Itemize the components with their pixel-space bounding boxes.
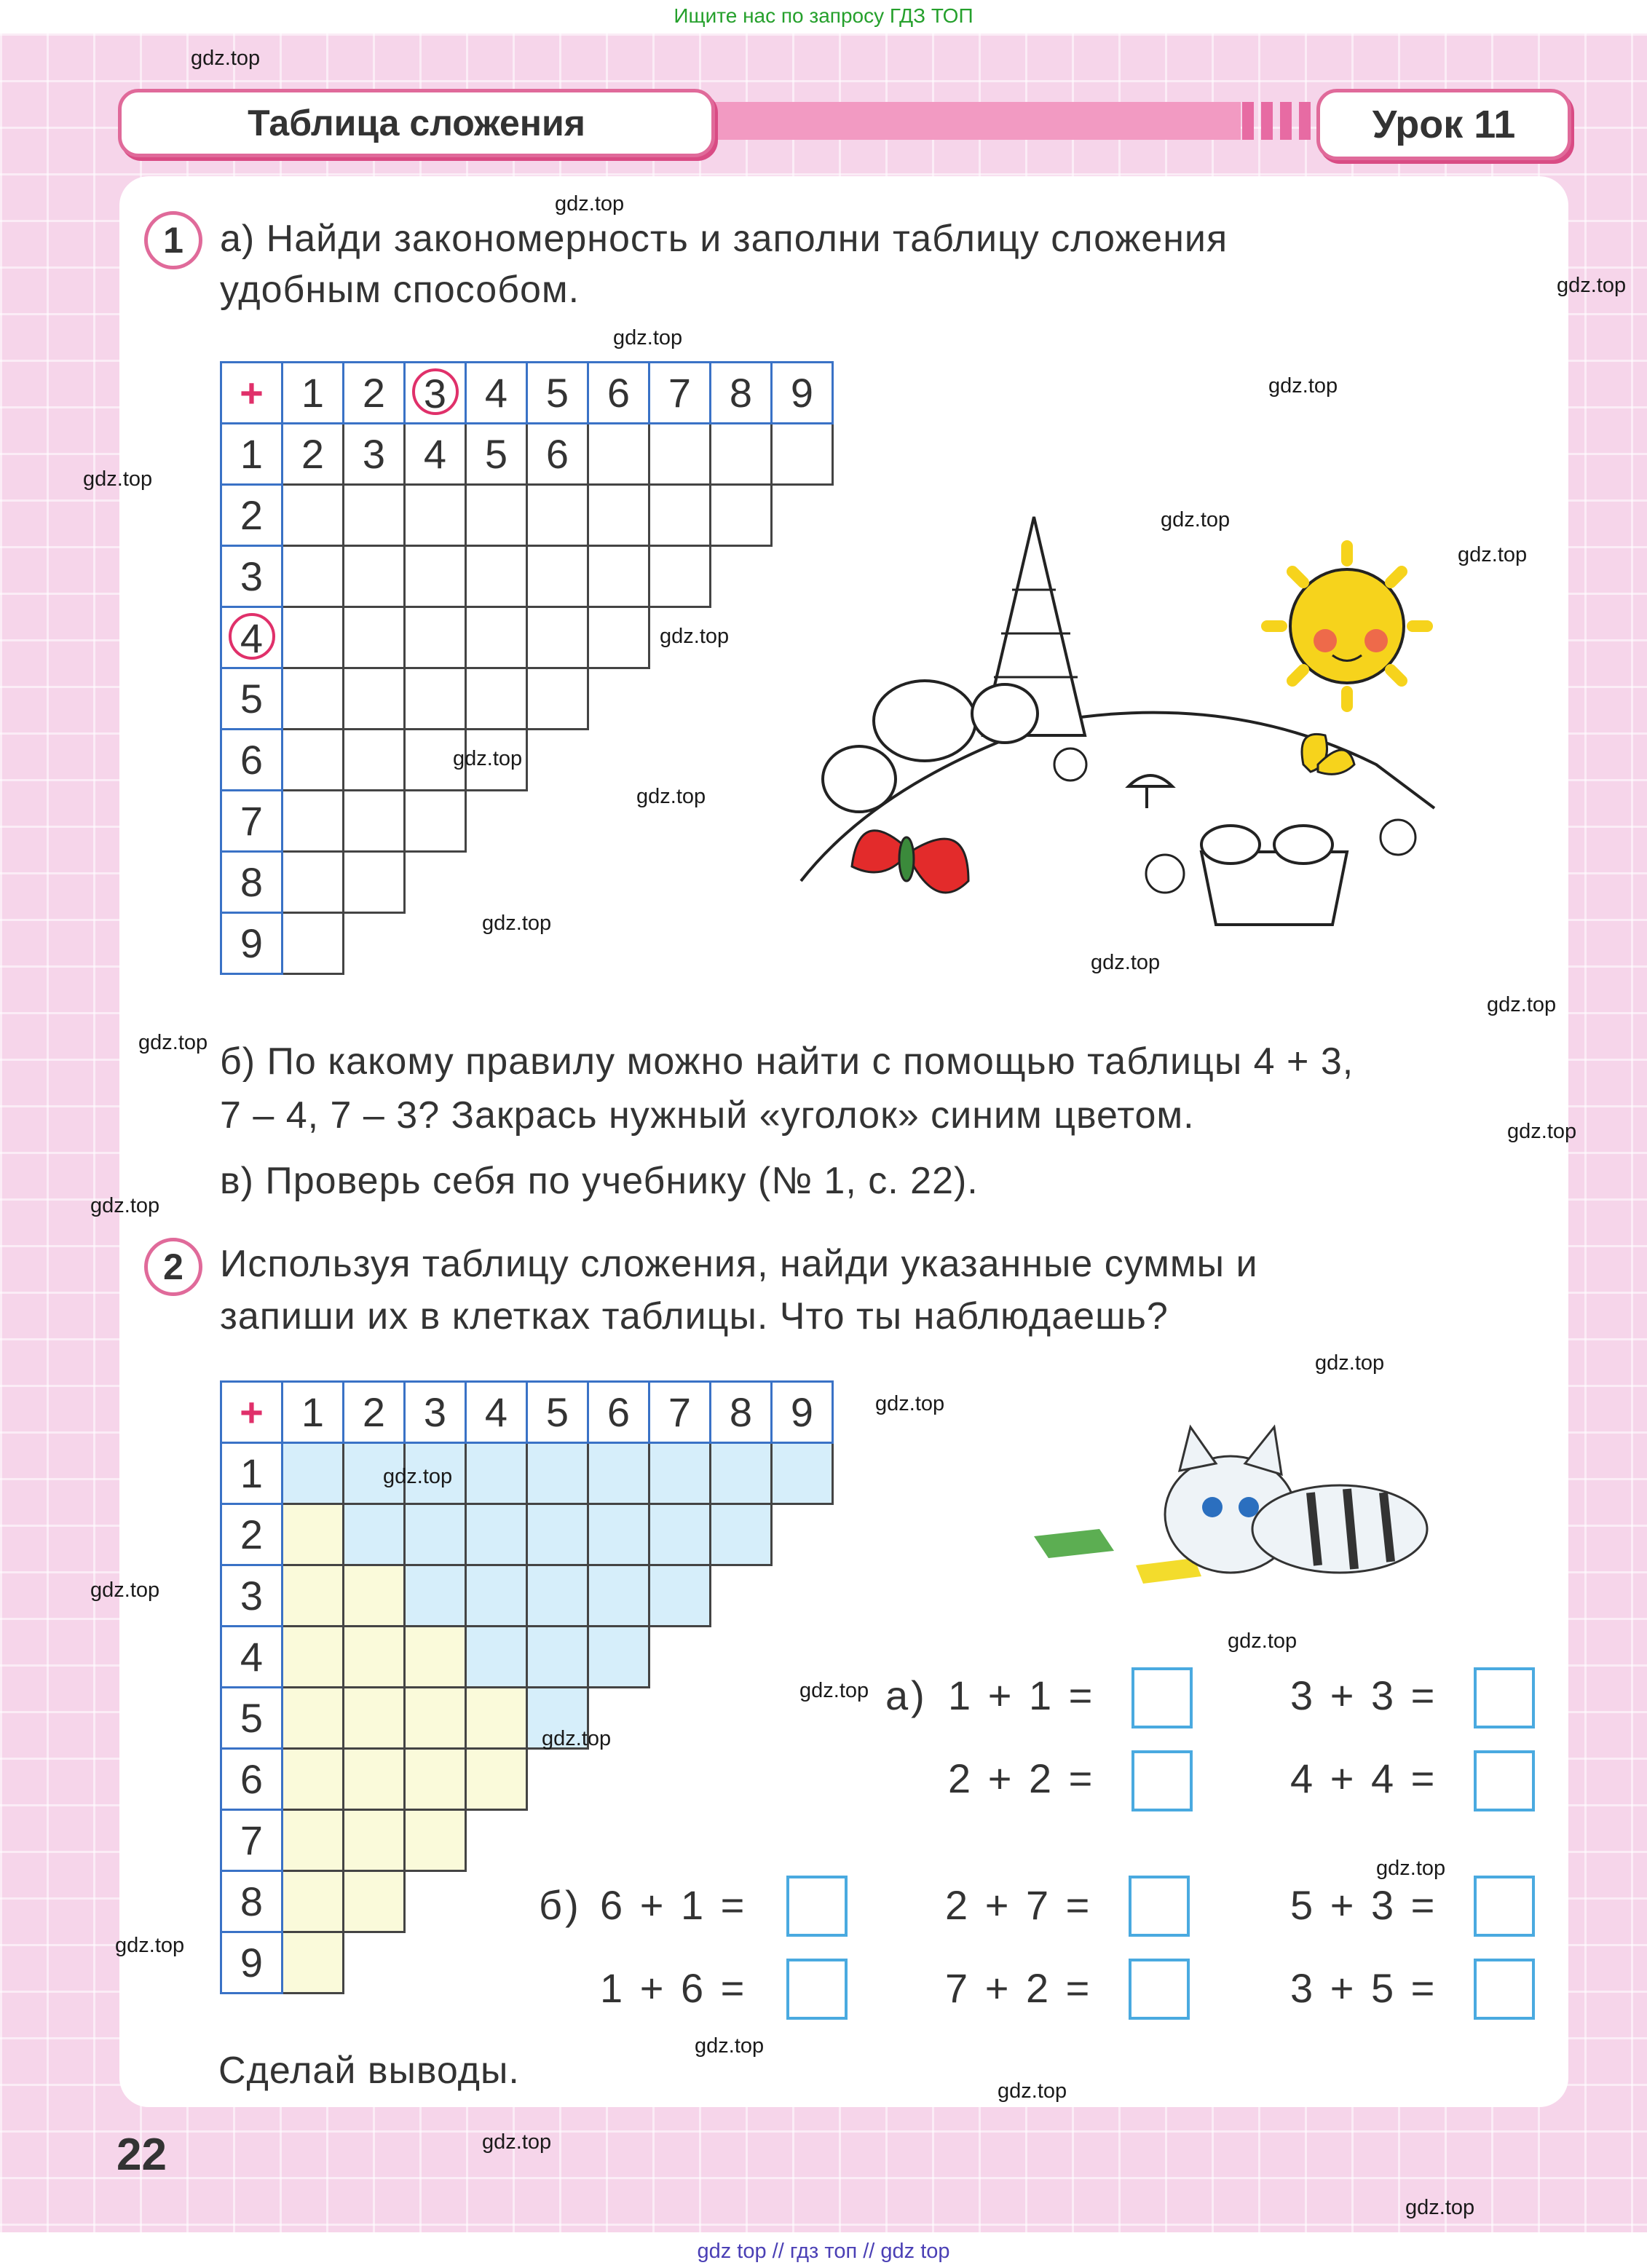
column-header: 3 bbox=[405, 1382, 466, 1443]
empty-space bbox=[711, 1627, 772, 1688]
watermark: gdz.top bbox=[1161, 508, 1231, 532]
empty-space bbox=[405, 1932, 466, 1994]
equation: 1 + 1 = bbox=[948, 1672, 1096, 1718]
empty-space bbox=[649, 913, 711, 974]
watermark: gdz.top bbox=[998, 2079, 1067, 2103]
table-cell[interactable] bbox=[527, 1565, 588, 1627]
table-cell[interactable] bbox=[283, 791, 344, 852]
empty-space bbox=[466, 791, 527, 852]
table-cell[interactable] bbox=[344, 485, 405, 546]
empty-space bbox=[588, 668, 649, 730]
empty-space bbox=[405, 1871, 466, 1932]
table-corner: + bbox=[221, 1382, 283, 1443]
table-cell[interactable] bbox=[466, 1749, 527, 1810]
table-cell[interactable] bbox=[649, 546, 711, 607]
answer-box[interactable] bbox=[1474, 1959, 1535, 2020]
watermark: gdz.top bbox=[875, 1392, 945, 1415]
forest-scene-illustration bbox=[794, 502, 1449, 968]
task2-line1: Используя таблицу сложения, найди указанные суммы и bbox=[220, 1243, 1258, 1285]
column-header: 6 bbox=[588, 1382, 649, 1443]
mushroom-icon bbox=[1129, 775, 1172, 808]
sun-icon bbox=[1267, 546, 1427, 706]
table-cell[interactable] bbox=[283, 1504, 344, 1565]
watermark: gdz.top bbox=[383, 1465, 453, 1488]
column-header: 7 bbox=[649, 363, 711, 424]
row-header: 7 bbox=[221, 791, 283, 852]
table-cell[interactable] bbox=[466, 1565, 527, 1627]
empty-space bbox=[711, 1810, 772, 1871]
empty-space bbox=[649, 1627, 711, 1688]
table-cell[interactable] bbox=[344, 852, 405, 913]
answer-box[interactable] bbox=[1129, 1959, 1190, 2020]
column-header: 1 bbox=[283, 363, 344, 424]
answer-box[interactable] bbox=[1131, 1750, 1193, 1811]
table-cell[interactable] bbox=[588, 546, 649, 607]
watermark: gdz.top bbox=[613, 326, 683, 349]
table-cell[interactable] bbox=[283, 485, 344, 546]
table-cell[interactable] bbox=[588, 1504, 649, 1565]
empty-space bbox=[344, 1932, 405, 1994]
table-cell[interactable] bbox=[344, 791, 405, 852]
watermark: gdz.top bbox=[115, 1934, 185, 1957]
table-cell[interactable] bbox=[711, 1504, 772, 1565]
empty-space bbox=[588, 1810, 649, 1871]
table-cell[interactable] bbox=[466, 1504, 527, 1565]
table-cell[interactable] bbox=[527, 485, 588, 546]
watermark: gdz.top bbox=[1376, 1857, 1446, 1880]
table-cell[interactable] bbox=[772, 1443, 833, 1504]
watermark: gdz.top bbox=[453, 747, 523, 770]
table-cell[interactable] bbox=[344, 668, 405, 730]
column-header: 8 bbox=[711, 363, 772, 424]
table-cell[interactable] bbox=[405, 607, 466, 668]
lesson-label: Урок 11 bbox=[1316, 89, 1571, 160]
row-header: 7 bbox=[221, 1810, 283, 1871]
empty-space bbox=[711, 1749, 772, 1810]
table-cell[interactable] bbox=[588, 1443, 649, 1504]
answer-box[interactable] bbox=[1129, 1876, 1190, 1937]
table-cell[interactable] bbox=[466, 546, 527, 607]
table-cell[interactable] bbox=[344, 546, 405, 607]
watermark: gdz.top bbox=[660, 625, 730, 648]
row-header: 9 bbox=[221, 913, 283, 974]
column-header: 6 bbox=[588, 363, 649, 424]
task2-b-label: б) bbox=[539, 1882, 582, 1928]
watermark: gdz.top bbox=[555, 192, 625, 216]
table-cell[interactable]: 5 bbox=[466, 424, 527, 485]
empty-space bbox=[466, 1810, 527, 1871]
table-cell[interactable] bbox=[527, 1443, 588, 1504]
answer-box[interactable] bbox=[1474, 1876, 1535, 1937]
table-cell[interactable] bbox=[405, 1565, 466, 1627]
column-header: 9 bbox=[772, 363, 833, 424]
table-cell[interactable] bbox=[711, 424, 772, 485]
table-cell[interactable]: 4 bbox=[405, 424, 466, 485]
row-header: 1 bbox=[221, 424, 283, 485]
table-cell[interactable] bbox=[588, 424, 649, 485]
empty-space bbox=[772, 1504, 833, 1565]
table-cell[interactable]: 6 bbox=[527, 424, 588, 485]
table-cell[interactable] bbox=[283, 1443, 344, 1504]
table-cell[interactable] bbox=[405, 668, 466, 730]
equation: 5 + 3 = bbox=[1290, 1882, 1438, 1928]
column-header: 9 bbox=[772, 1382, 833, 1443]
row-header: 3 bbox=[221, 1565, 283, 1627]
table-cell[interactable] bbox=[588, 485, 649, 546]
table-cell[interactable] bbox=[283, 607, 344, 668]
watermark: gdz.top bbox=[1458, 543, 1528, 566]
table-cell[interactable] bbox=[466, 1627, 527, 1688]
empty-space bbox=[711, 791, 772, 852]
butterfly-red-icon bbox=[852, 831, 968, 893]
row-header: 4 bbox=[221, 1627, 283, 1688]
table-cell[interactable] bbox=[344, 1688, 405, 1749]
table-cell[interactable] bbox=[405, 1688, 466, 1749]
answer-box[interactable] bbox=[1474, 1667, 1535, 1728]
table-cell[interactable] bbox=[283, 1871, 344, 1932]
task1-a-line2: удобным способом. bbox=[220, 269, 580, 311]
table-cell[interactable] bbox=[405, 1627, 466, 1688]
watermark: gdz.top bbox=[482, 912, 552, 935]
watermark: gdz.top bbox=[1228, 1629, 1298, 1653]
table-cell[interactable] bbox=[711, 485, 772, 546]
empty-space bbox=[527, 852, 588, 913]
table-cell[interactable] bbox=[649, 1443, 711, 1504]
empty-space bbox=[711, 1565, 772, 1627]
empty-space bbox=[772, 1749, 833, 1810]
table-cell[interactable] bbox=[283, 730, 344, 791]
table-cell[interactable] bbox=[283, 1932, 344, 1994]
page-number: 22 bbox=[116, 2130, 167, 2180]
empty-space bbox=[527, 791, 588, 852]
table-cell[interactable] bbox=[466, 607, 527, 668]
row-header: 1 bbox=[221, 1443, 283, 1504]
table-cell[interactable] bbox=[283, 1627, 344, 1688]
empty-space bbox=[649, 1810, 711, 1871]
table-cell[interactable] bbox=[649, 1504, 711, 1565]
table-cell[interactable] bbox=[405, 791, 466, 852]
table-cell[interactable] bbox=[588, 607, 649, 668]
table-cell[interactable] bbox=[283, 852, 344, 913]
table-cell[interactable] bbox=[405, 1810, 466, 1871]
kitten-illustration bbox=[1034, 1412, 1442, 1602]
empty-space bbox=[772, 1565, 833, 1627]
empty-space bbox=[527, 1749, 588, 1810]
watermark: gdz.top bbox=[482, 2130, 552, 2154]
empty-space bbox=[588, 852, 649, 913]
watermark: gdz.top bbox=[1557, 274, 1627, 297]
table-cell[interactable] bbox=[283, 1810, 344, 1871]
watermark: gdz.top bbox=[1487, 993, 1557, 1016]
table-cell[interactable] bbox=[344, 1749, 405, 1810]
table-cell[interactable] bbox=[466, 485, 527, 546]
table-cell[interactable] bbox=[405, 1504, 466, 1565]
empty-space bbox=[466, 852, 527, 913]
empty-space bbox=[466, 1932, 527, 1994]
row-header: 3 bbox=[221, 546, 283, 607]
task2-line2: запиши их в клетках таблицы. Что ты наблюдаешь? bbox=[220, 1295, 1169, 1338]
task1-number: 1 bbox=[144, 211, 202, 269]
table-cell[interactable] bbox=[283, 1565, 344, 1627]
task1-b-line1: б) По какому правилу можно найти с помощью таблицы 4 + 3, bbox=[220, 1040, 1354, 1083]
empty-space bbox=[649, 668, 711, 730]
header-stripe bbox=[711, 102, 1241, 140]
table-cell[interactable] bbox=[283, 546, 344, 607]
table-cell[interactable] bbox=[344, 730, 405, 791]
row-header: 8 bbox=[221, 1871, 283, 1932]
empty-space bbox=[588, 913, 649, 974]
table-cell[interactable]: 2 bbox=[283, 424, 344, 485]
task1-b-line2: 7 – 4, 7 – 3? Закрась нужный «уголок» синим цветом. bbox=[220, 1094, 1195, 1137]
empty-space bbox=[466, 1871, 527, 1932]
table-cell[interactable] bbox=[344, 1627, 405, 1688]
column-header: 4 bbox=[466, 1382, 527, 1443]
watermark: gdz.top bbox=[90, 1194, 160, 1217]
row-header: 5 bbox=[221, 668, 283, 730]
equation: 2 + 7 = bbox=[945, 1882, 1093, 1928]
watermark: gdz.top bbox=[1091, 951, 1161, 974]
equation: 3 + 5 = bbox=[1290, 1965, 1438, 2011]
column-header: 8 bbox=[711, 1382, 772, 1443]
column-header: 5 bbox=[527, 363, 588, 424]
empty-space bbox=[649, 1749, 711, 1810]
bottom-banner[interactable]: gdz top // гдз топ // gdz top bbox=[697, 2240, 950, 2263]
table-cell[interactable] bbox=[466, 1443, 527, 1504]
table-cell[interactable] bbox=[283, 1688, 344, 1749]
watermark: gdz.top bbox=[90, 1578, 160, 1602]
empty-space bbox=[711, 546, 772, 607]
table-cell[interactable] bbox=[588, 1565, 649, 1627]
task2-a-label: а) bbox=[885, 1672, 928, 1718]
row-header: 6 bbox=[221, 730, 283, 791]
table-cell[interactable] bbox=[344, 1810, 405, 1871]
empty-space bbox=[649, 1688, 711, 1749]
empty-space bbox=[649, 730, 711, 791]
conclusion-text: Сделай выводы. bbox=[218, 2050, 520, 2092]
empty-space bbox=[588, 730, 649, 791]
watermark: gdz.top bbox=[695, 2034, 765, 2058]
equation: 2 + 2 = bbox=[948, 1755, 1096, 1801]
task1-v-line: в) Проверь себя по учебнику (№ 1, с. 22). bbox=[220, 1160, 979, 1202]
empty-space bbox=[711, 668, 772, 730]
empty-space bbox=[405, 913, 466, 974]
watermark: gdz.top bbox=[83, 467, 153, 491]
table-cell[interactable] bbox=[405, 546, 466, 607]
table-cell[interactable] bbox=[466, 1688, 527, 1749]
table-cell[interactable] bbox=[649, 424, 711, 485]
row-header: 2 bbox=[221, 1504, 283, 1565]
answer-box[interactable] bbox=[786, 1959, 848, 2020]
table-cell[interactable] bbox=[527, 607, 588, 668]
empty-space bbox=[711, 730, 772, 791]
row-header: 9 bbox=[221, 1932, 283, 1994]
table-cell[interactable] bbox=[711, 1443, 772, 1504]
row-header: 4 bbox=[221, 607, 283, 668]
table-cell[interactable] bbox=[283, 913, 344, 974]
column-header: 2 bbox=[344, 363, 405, 424]
empty-space bbox=[711, 852, 772, 913]
table-cell[interactable] bbox=[466, 668, 527, 730]
row-header: 5 bbox=[221, 1688, 283, 1749]
table-cell[interactable] bbox=[283, 668, 344, 730]
empty-space bbox=[588, 1749, 649, 1810]
watermark: gdz.top bbox=[799, 1679, 869, 1702]
answer-box[interactable] bbox=[1474, 1750, 1535, 1811]
top-banner[interactable]: Ищите нас по запросу ГДЗ ТОП bbox=[674, 4, 973, 27]
watermark: gdz.top bbox=[1315, 1351, 1385, 1375]
basket-icon bbox=[1201, 826, 1347, 925]
watermark: gdz.top bbox=[542, 1727, 612, 1750]
column-header: 7 bbox=[649, 1382, 711, 1443]
column-header: 4 bbox=[466, 363, 527, 424]
table-cell[interactable] bbox=[344, 1504, 405, 1565]
watermark: gdz.top bbox=[1268, 374, 1338, 398]
column-header: 3 bbox=[405, 363, 466, 424]
butterfly-yellow-icon bbox=[1302, 734, 1354, 774]
equation: 6 + 1 = bbox=[600, 1882, 748, 1928]
table-cell[interactable] bbox=[527, 546, 588, 607]
table-corner: + bbox=[221, 363, 283, 424]
watermark: gdz.top bbox=[191, 47, 261, 70]
column-header: 5 bbox=[527, 1382, 588, 1443]
empty-space bbox=[711, 913, 772, 974]
table-cell[interactable] bbox=[772, 424, 833, 485]
empty-space bbox=[649, 852, 711, 913]
empty-space bbox=[527, 1810, 588, 1871]
table-cell[interactable] bbox=[344, 607, 405, 668]
header-stripe-bars bbox=[1242, 102, 1318, 140]
row-header: 8 bbox=[221, 852, 283, 913]
row-header: 2 bbox=[221, 485, 283, 546]
equation: 4 + 4 = bbox=[1290, 1755, 1438, 1801]
table-cell[interactable] bbox=[344, 1565, 405, 1627]
equation: 1 + 6 = bbox=[600, 1965, 748, 2011]
column-header: 1 bbox=[283, 1382, 344, 1443]
task1-a-line1: а) Найди закономерность и заполни таблицу сложения bbox=[220, 218, 1228, 260]
empty-space bbox=[344, 913, 405, 974]
empty-space bbox=[405, 852, 466, 913]
table-cell[interactable] bbox=[527, 1627, 588, 1688]
watermark: gdz.top bbox=[636, 785, 706, 808]
empty-space bbox=[711, 1688, 772, 1749]
equation: 3 + 3 = bbox=[1290, 1672, 1438, 1718]
empty-space bbox=[527, 1932, 588, 1994]
table-cell[interactable] bbox=[588, 1627, 649, 1688]
table-cell[interactable] bbox=[649, 1565, 711, 1627]
equation: 7 + 2 = bbox=[945, 1965, 1093, 2011]
addition-table-1[interactable] bbox=[220, 361, 834, 975]
table-cell[interactable] bbox=[527, 1504, 588, 1565]
answer-box[interactable] bbox=[1131, 1667, 1193, 1728]
table-cell[interactable] bbox=[405, 1749, 466, 1810]
empty-space bbox=[772, 1810, 833, 1871]
watermark: gdz.top bbox=[1405, 2196, 1475, 2219]
table-cell[interactable] bbox=[527, 668, 588, 730]
table-cell[interactable] bbox=[649, 485, 711, 546]
row-header: 6 bbox=[221, 1749, 283, 1810]
answer-box[interactable] bbox=[786, 1876, 848, 1937]
watermark: gdz.top bbox=[138, 1031, 208, 1054]
empty-space bbox=[527, 730, 588, 791]
empty-space bbox=[772, 1627, 833, 1688]
table-cell[interactable] bbox=[344, 1871, 405, 1932]
table-cell[interactable]: 3 bbox=[344, 424, 405, 485]
table-cell[interactable] bbox=[283, 1749, 344, 1810]
task2-number: 2 bbox=[144, 1238, 202, 1296]
watermark: gdz.top bbox=[1507, 1120, 1577, 1143]
table-cell[interactable] bbox=[405, 485, 466, 546]
page-title: Таблица сложения bbox=[118, 89, 715, 157]
column-header: 2 bbox=[344, 1382, 405, 1443]
